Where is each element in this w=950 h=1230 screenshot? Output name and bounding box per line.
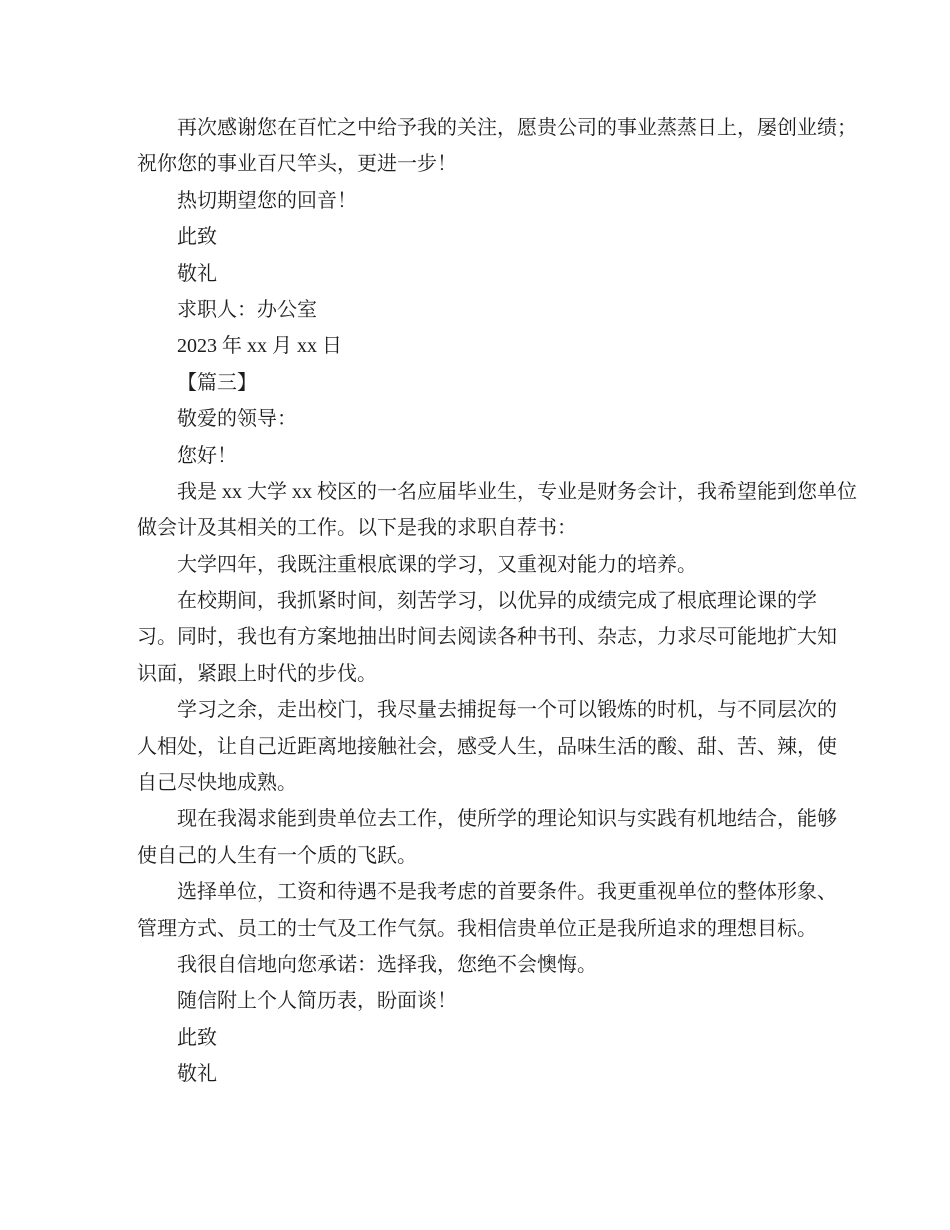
text-line: 此致	[177, 1026, 217, 1049]
text-line: 现在我渴求能到贵单位去工作，使所学的理论知识与实践有机地结合，能够	[177, 808, 837, 831]
text-line: 管理方式、员工的士气及工作气氛。我相信贵单位正是我所追求的理想目标。	[137, 917, 817, 940]
text-line: 随信附上个人简历表，盼面谈！	[177, 990, 457, 1013]
text-line: 做会计及其相关的工作。以下是我的求职自荐书：	[137, 517, 577, 540]
page-content	[137, 110, 907, 1093]
text-line: 我很自信地向您承诺：选择我，您绝不会懊悔。	[177, 953, 597, 976]
text-line: 大学四年，我既注重根底课的学习，又重视对能力的培养。	[177, 553, 697, 576]
text-line: 再次感谢您在百忙之中给予我的关注，愿贵公司的事业蒸蒸日上，屡创业绩；	[177, 117, 857, 139]
text-line: 自己尽快地成熟。	[137, 772, 297, 795]
text-line: 求职人：办公室	[177, 298, 317, 321]
text-line: 敬礼	[177, 262, 217, 285]
text-line: 此致	[177, 226, 217, 249]
text-line: 选择单位，工资和待遇不是我考虑的首要条件。我更重视单位的整体形象、	[177, 881, 837, 904]
text-line: 【篇三】	[177, 371, 257, 394]
text-line: 祝你您的事业百尺竿头，更进一步！	[137, 153, 457, 176]
text-line: 热切期望您的回音！	[177, 189, 357, 212]
text-line: 敬礼	[177, 1063, 217, 1086]
text-line: 人相处，让自己近距离地接触社会，感受人生，品味生活的酸、甜、苦、辣，使	[137, 735, 837, 758]
text-line: 学习之余，走出校门，我尽量去捕捉每一个可以锻炼的时机，与不同层次的	[177, 699, 837, 722]
text-line: 使自己的人生有一个质的飞跃。	[137, 844, 417, 867]
text-line: 敬爱的领导：	[177, 408, 297, 431]
text-line: 识面，紧跟上时代的步伐。	[137, 662, 377, 685]
text-line: 习。同时，我也有方案地抽出时间去阅读各种书刊、杂志，力求尽可能地扩大知	[137, 626, 837, 649]
text-line: 在校期间，我抓紧时间，刻苦学习，以优异的成绩完成了根底理论课的学	[177, 590, 817, 613]
text-line: 您好！	[177, 444, 237, 467]
text-line: 我是 xx 大学 xx 校区的一名应届毕业生，专业是财务会计，我希望能到您单位	[177, 480, 857, 503]
text-line: 2023 年 xx 月 xx 日	[177, 335, 342, 358]
